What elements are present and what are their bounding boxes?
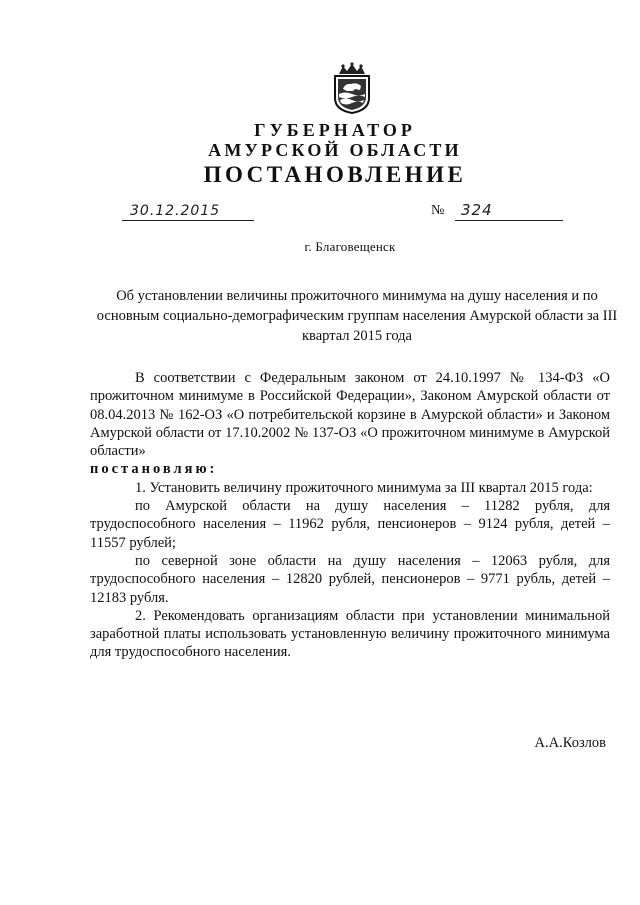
number-field — [455, 198, 563, 221]
item-1-amur: по Амурской области на душу населения – 11282 рубля, для трудоспособного населения – 11962 рубля, пенсионеров – 9124 рубля, детей – 11557 рублей; — [90, 498, 610, 551]
amur-coat-of-arms-icon — [329, 62, 375, 114]
governor-title: ГУБЕРНАТОР — [254, 120, 416, 140]
number-value: 324 — [461, 201, 493, 219]
date-value: 30.12.2015 — [130, 203, 221, 219]
item-1-north: по северной зоне области на душу населения – 12063 рубля, для трудоспособного населения – 12820 рублей, пенсионеров – 9771 рубль, детей – 12183 рубля. — [90, 552, 610, 606]
date-field — [122, 198, 254, 221]
city-label: г. Благовещенск — [304, 239, 396, 254]
document-type-title: ПОСТАНОВЛЕНИЕ — [203, 162, 467, 187]
signature-name: А.А.Козлов — [534, 735, 606, 751]
item-1: 1. Установить величину прожиточного минимума за III квартал 2015 года: — [135, 479, 593, 496]
preamble-paragraph: В соответствии с Федеральным законом от 24.10.1997 № 134-ФЗ «О прожиточном минимуме в Российской Федерации», Законом Амурской области от 08.04.2013 № 162-ОЗ «О потребительской корзине в Амурской области» и Законом Амурской области от 17.10.2002 № 137-ОЗ «О прожиточном минимуме в Амурской области» — [90, 370, 610, 460]
number-sign: № — [431, 203, 445, 218]
document-subject: Об установлении величины прожиточного минимума на душу населения и по основным социально-демографическим группам населения Амурской области за III квартал 2015 года — [96, 288, 618, 344]
region-title: АМУРСКОЙ ОБЛАСТИ — [208, 140, 462, 160]
item-2: 2. Рекомендовать организациям области при установлении минимальной заработной платы использовать установленную величину прожиточного минимума для трудоспособного населения. — [90, 607, 610, 661]
document-body — [90, 369, 610, 662]
decree-word: постановляю: — [90, 461, 218, 478]
